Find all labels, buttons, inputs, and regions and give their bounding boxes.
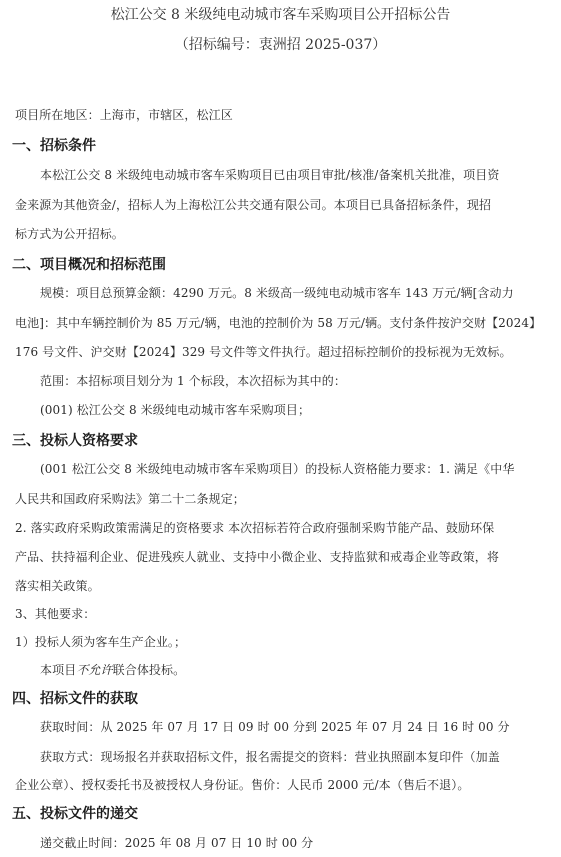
bid-number: （招标编号：衷洲招 2025-037） — [174, 37, 387, 53]
section-1-heading: 一、招标条件 — [12, 138, 96, 154]
s3-line-2: 人民共和国政府采购法》第二十二条规定； — [15, 492, 245, 506]
s3-line-8c: 联合体投标。 — [112, 663, 186, 677]
s2-line-5: (001) 松江公交 8 米级纯电动城市客车采购项目； — [40, 403, 311, 417]
s1-line-2: 金来源为其他资金/，招标人为上海松江公共交通有限公司。本项目已具备招标条件，现招 — [15, 198, 492, 212]
s3-line-7: 1）投标人须为客车生产企业。； — [15, 635, 187, 649]
page-title: 松江公交 8 米级纯电动城市客车采购项目公开招标公告 — [110, 7, 451, 23]
section-2-heading: 二、项目概况和招标范围 — [12, 257, 166, 273]
s3-line-8a: 本项目 — [40, 663, 77, 677]
s4-line-1: 获取时间：从 2025 年 07 月 17 日 09 时 00 分到 2025 年 07 月 24 日 16 时 00 分 — [40, 720, 510, 734]
section-5-heading: 五、投标文件的递交 — [12, 806, 138, 822]
s4-line-3: 企业公章）、授权委托书及被授权人身份证。售价：人民币 2000 元/本（售后不退）。 — [15, 778, 470, 792]
project-location: 项目所在地区：上海市，市辖区，松江区 — [15, 108, 233, 122]
section-4-heading: 四、招标文件的获取 — [12, 691, 138, 707]
s3-line-3: 2. 落实政府采购政策需满足的资格要求 本次招标若符合政府强制采购节能产品、鼓励环保 — [15, 521, 495, 535]
s4-line-2: 获取方式：现场报名并获取招标文件，报名需提交的资料：营业执照副本复印件（加盖 — [40, 750, 500, 764]
s1-line-1: 本松江公交 8 米级纯电动城市客车采购项目已由项目审批/核准/备案机关批准，项目资 — [40, 168, 500, 182]
s3-line-5: 落实相关政策。 — [15, 579, 100, 593]
section-3-heading: 三、投标人资格要求 — [12, 433, 138, 449]
s5-line-1: 递交截止时间：2025 年 08 月 07 日 10 时 00 分 — [40, 836, 314, 850]
s3-line-8b: 不允许 — [76, 663, 113, 677]
s3-line-6: 3、其他要求： — [15, 607, 96, 621]
s3-line-4: 产品、扶持福利企业、促进残疾人就业、支持中小微企业、支持监狱和戒毒企业等政策，将 — [15, 550, 500, 564]
s3-line-1: (001 松江公交 8 米级纯电动城市客车采购项目）的投标人资格能力要求：1. 满足《中华 — [40, 462, 515, 476]
s1-line-3: 标方式为公开招标。 — [15, 227, 124, 241]
s2-line-2: 电池]：其中车辆控制价为 85 万元/辆，电池的控制价为 58 万元/辆。支付条件按沪交财【2024】 — [15, 316, 542, 330]
s3-line-8 — [40, 661, 185, 678]
s2-line-1: 规模：项目总预算金额：4290 万元。8 米级高一级纯电动城市客车 143 万元/辆[含动力 — [40, 286, 514, 300]
s2-line-4: 范围：本招标项目划分为 1 个标段，本次招标为其中的： — [40, 374, 346, 388]
s2-line-3: 176 号文件、沪交财【2024】329 号文件等文件执行。超过招标控制价的投标视为无效标。 — [15, 345, 512, 359]
